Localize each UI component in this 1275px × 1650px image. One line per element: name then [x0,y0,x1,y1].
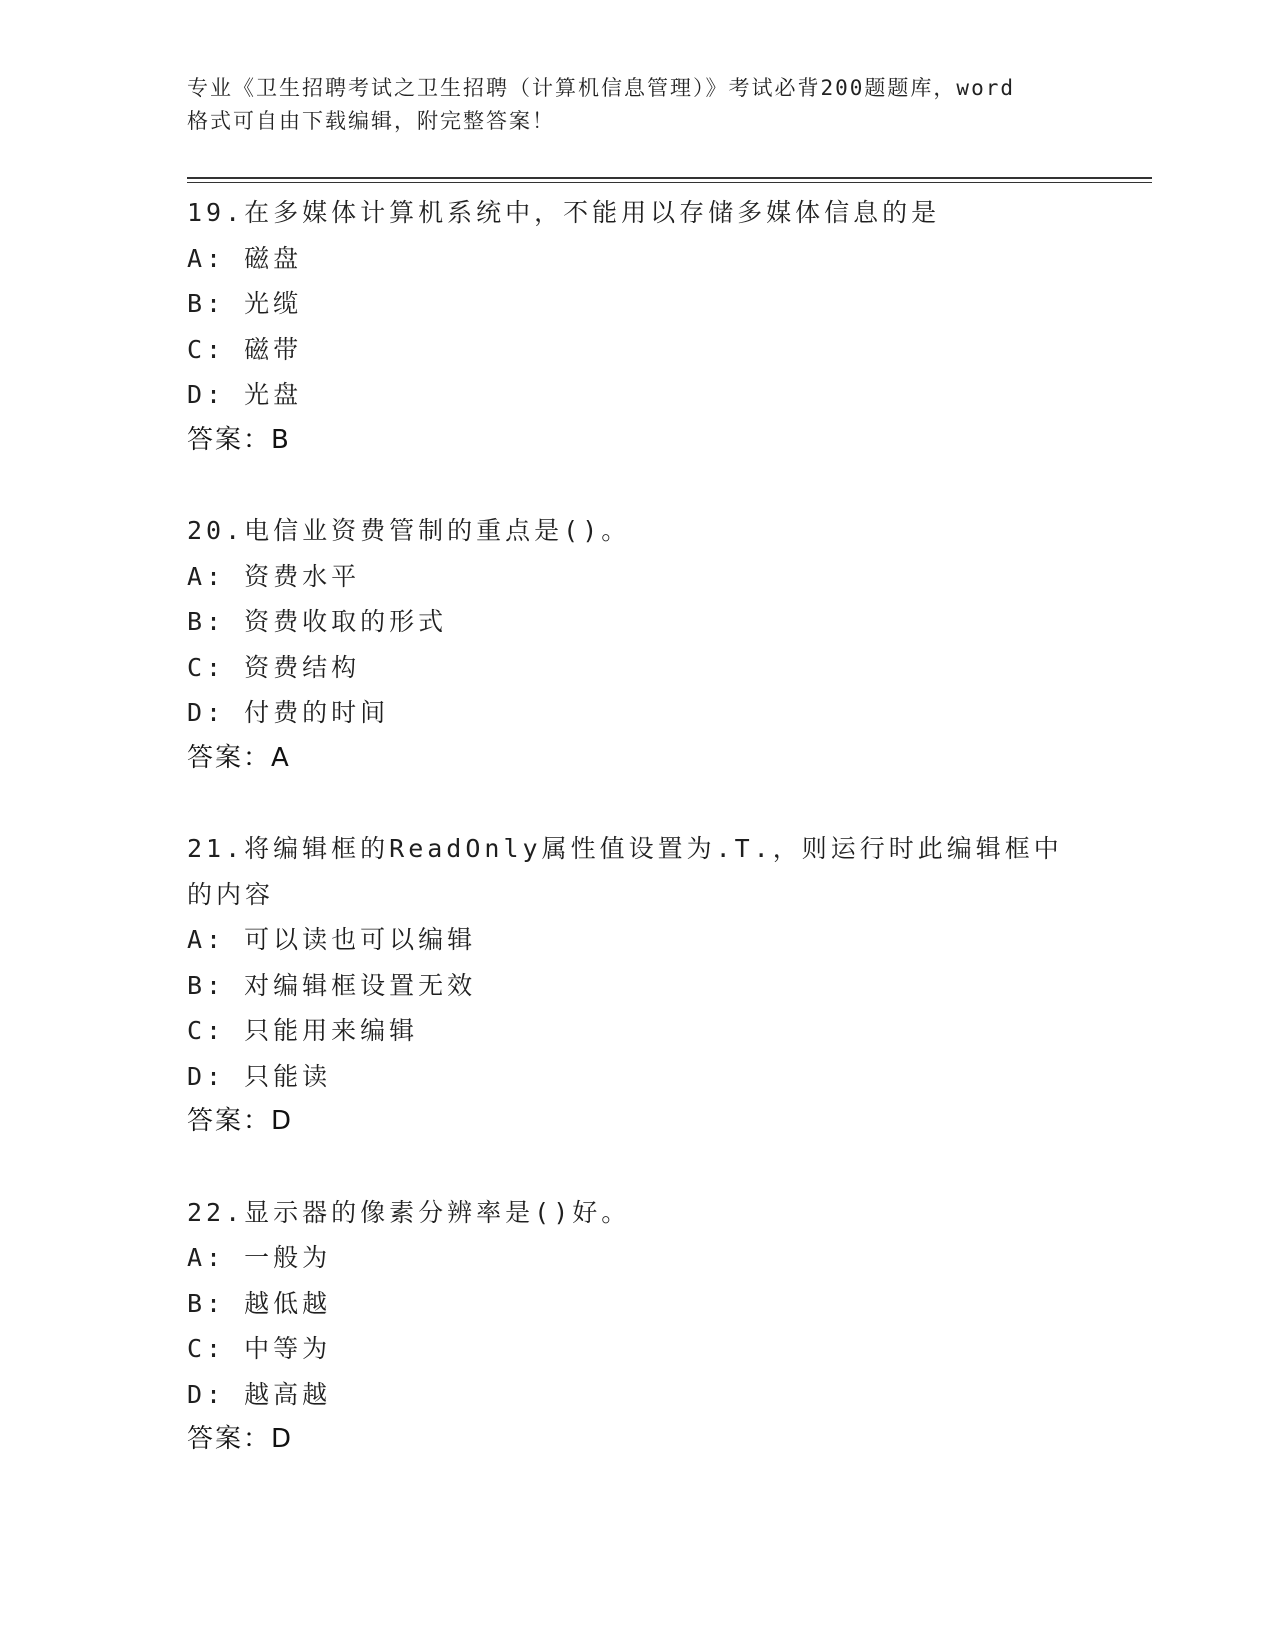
option-a: A: 磁盘 [187,243,303,273]
option-c: C: 中等为 [187,1334,332,1363]
answer-line: 答案：D [187,1106,294,1136]
question-21 [187,826,1087,1145]
option-d: D: 越高越 [187,1379,332,1409]
question-list [187,190,1087,1508]
question-stem: 19.在多媒体计算机系统中，不能用以存储多媒体信息的是 [187,198,941,227]
option-b: B: 光缆 [187,289,303,318]
question-22 [187,1190,1087,1463]
question-stem: 20.电信业资费管制的重点是()。 [187,516,631,545]
option-a: A: 资费水平 [187,561,361,591]
option-c: C: 只能用来编辑 [187,1016,419,1045]
header-line-1: 专业《卫生招聘考试之卫生招聘（计算机信息管理）》考试必背200题题库，word [187,76,1015,100]
option-a: A: 可以读也可以编辑 [187,925,477,954]
option-c: C: 资费结构 [187,652,361,682]
option-c: C: 磁带 [187,334,303,364]
answer-line: 答案：A [187,742,291,773]
answer-line: 答案：B [187,424,291,455]
header-divider-top [187,177,1152,179]
option-b: B: 对编辑框设置无效 [187,970,477,1000]
document-header [187,72,1087,138]
option-b: B: 越低越 [187,1288,332,1318]
option-d: D: 只能读 [187,1061,332,1091]
header-line-2: 格式可自由下载编辑，附完整答案！ [187,109,555,133]
question-stem: 22.显示器的像素分辨率是()好。 [187,1197,631,1227]
question-stem: 21.将编辑框的ReadOnly属性值设置为.T.，则运行时此编辑框中的内容 [187,834,1063,909]
option-d: D: 光盘 [187,380,303,409]
option-a: A: 一般为 [187,1243,332,1272]
option-b: B: 资费收取的形式 [187,607,448,636]
answer-line: 答案：D [187,1424,294,1454]
question-19 [187,190,1087,463]
option-d: D: 付费的时间 [187,698,390,727]
question-20 [187,508,1087,781]
header-divider-bottom [187,182,1152,183]
